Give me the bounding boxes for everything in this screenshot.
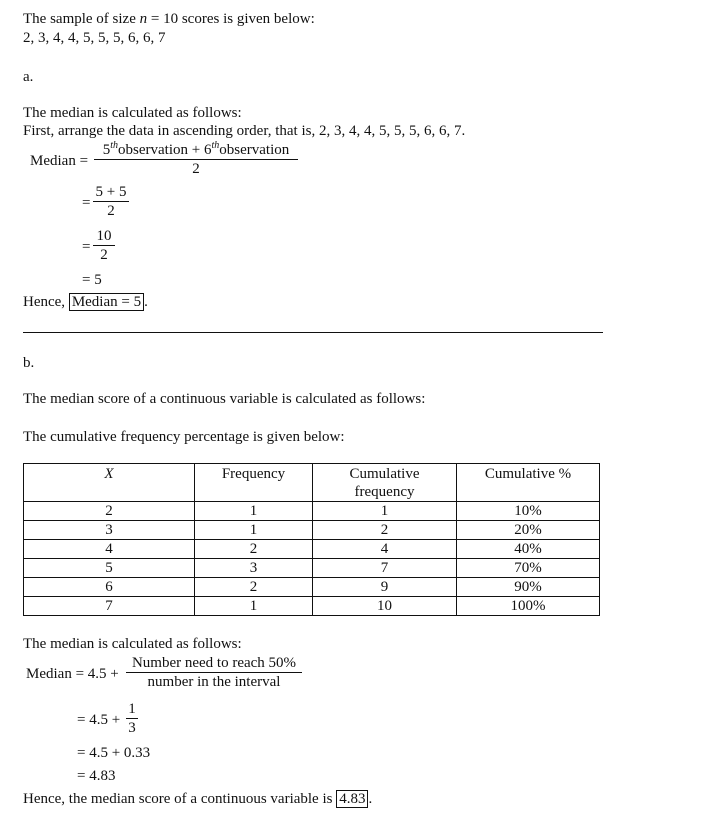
step2-b-numerator: 1 xyxy=(126,701,138,719)
cell-x: 5 xyxy=(24,559,195,578)
step4-result: = 5 xyxy=(82,272,102,288)
step2-numerator: 5 + 5 xyxy=(93,184,129,202)
part-a-label: a. xyxy=(23,69,34,85)
cell-cumulative-frequency: 1 xyxy=(313,502,457,521)
cell-cumulative-percent: 10% xyxy=(457,502,600,521)
median-result-box-b: 4.83 xyxy=(336,790,368,808)
intro-text-post: scores is given below: xyxy=(181,11,315,27)
cell-cumulative-frequency: 2 xyxy=(313,521,457,540)
cell-cumulative-percent: 20% xyxy=(457,521,600,540)
cell-cumulative-percent: 90% xyxy=(457,578,600,597)
step3-denominator: 2 xyxy=(100,247,108,263)
median-label: Median = xyxy=(30,153,89,169)
header-cumulative-percent: Cumulative % xyxy=(457,464,600,502)
cell-frequency: 1 xyxy=(195,502,313,521)
sample-size-variable: n xyxy=(139,11,148,27)
median-formula-b-fraction xyxy=(126,655,302,691)
cell-cumulative-percent: 70% xyxy=(457,559,600,578)
cell-x: 3 xyxy=(24,521,195,540)
step2-denominator: 2 xyxy=(107,203,115,219)
median-formula-b-denominator: number in the interval xyxy=(147,674,281,690)
cell-x: 7 xyxy=(24,597,195,616)
table-intro: The cumulative frequency percentage is given below: xyxy=(23,429,345,445)
intro-text-pre: The sample of size xyxy=(23,11,136,27)
cell-frequency: 2 xyxy=(195,578,313,597)
header-frequency: Frequency xyxy=(195,464,313,502)
part-a-conclusion: Hence, Median = 5 . xyxy=(23,294,148,310)
data-list: 2, 3, 4, 4, 5, 5, 5, 6, 6, 7 xyxy=(23,30,166,46)
cell-frequency: 1 xyxy=(195,521,313,540)
table-row xyxy=(24,597,600,616)
cell-frequency: 3 xyxy=(195,559,313,578)
section-divider xyxy=(23,332,603,333)
hence-text-b: Hence, the median score of a continuous variable is xyxy=(23,791,333,807)
cell-x: 2 xyxy=(24,502,195,521)
cell-cumulative-frequency: 10 xyxy=(313,597,457,616)
step3-numerator: 10 xyxy=(93,228,115,246)
part-a-arrange: First, arrange the data in ascending order, that is, 2, 3, 4, 4, 5, 5, 5, 6, 6, 7. xyxy=(23,123,466,139)
part-b-calc-intro: The median is calculated as follows: xyxy=(23,636,242,652)
step2-fraction xyxy=(93,184,129,220)
step2-b-prefix: = 4.5 + xyxy=(77,712,121,728)
cell-cumulative-frequency: 9 xyxy=(313,578,457,597)
step3-b: = 4.5 + 0.33 xyxy=(77,745,151,761)
step4-b: = 4.83 xyxy=(77,768,116,784)
median-formula-fraction xyxy=(94,142,298,178)
cell-cumulative-percent: 100% xyxy=(457,597,600,616)
equals-sign: = xyxy=(82,195,91,211)
cell-frequency: 2 xyxy=(195,540,313,559)
step2-b-denominator: 3 xyxy=(128,720,136,736)
frequency-table xyxy=(23,463,600,616)
intro-line xyxy=(23,10,315,28)
hence-text: Hence, xyxy=(23,294,66,310)
median-formula-numerator: 5thobservation + 6thobservation xyxy=(94,142,298,160)
cell-cumulative-frequency: 7 xyxy=(313,559,457,578)
median-formula-denominator: 2 xyxy=(192,161,200,177)
cell-x: 6 xyxy=(24,578,195,597)
table-row xyxy=(24,559,600,578)
cell-frequency: 1 xyxy=(195,597,313,616)
step2-b-fraction xyxy=(126,701,138,737)
part-a-intro: The median is calculated as follows: xyxy=(23,105,242,121)
part-b-label: b. xyxy=(23,355,35,371)
part-b-intro: The median score of a continuous variable is calculated as follows: xyxy=(23,391,426,407)
part-b-conclusion: Hence, the median score of a continuous variable is 4.83 . xyxy=(23,791,373,807)
equals-sign: = xyxy=(82,239,91,255)
header-x: X xyxy=(24,464,195,502)
cell-cumulative-percent: 40% xyxy=(457,540,600,559)
table-row xyxy=(24,578,600,597)
cell-cumulative-frequency: 4 xyxy=(313,540,457,559)
table-row xyxy=(24,521,600,540)
step3-fraction xyxy=(93,228,115,264)
median-formula-b-numerator: Number need to reach 50% xyxy=(126,655,302,673)
header-cumulative-frequency: Cumulative frequency xyxy=(313,464,457,502)
table-row xyxy=(24,540,600,559)
median-result-box: Median = 5 xyxy=(69,293,144,311)
median-label-b: Median = 4.5 + xyxy=(26,666,119,682)
table-header-row xyxy=(24,464,600,502)
sample-size-value: = 10 xyxy=(147,11,179,27)
cell-x: 4 xyxy=(24,540,195,559)
table-row xyxy=(24,502,600,521)
